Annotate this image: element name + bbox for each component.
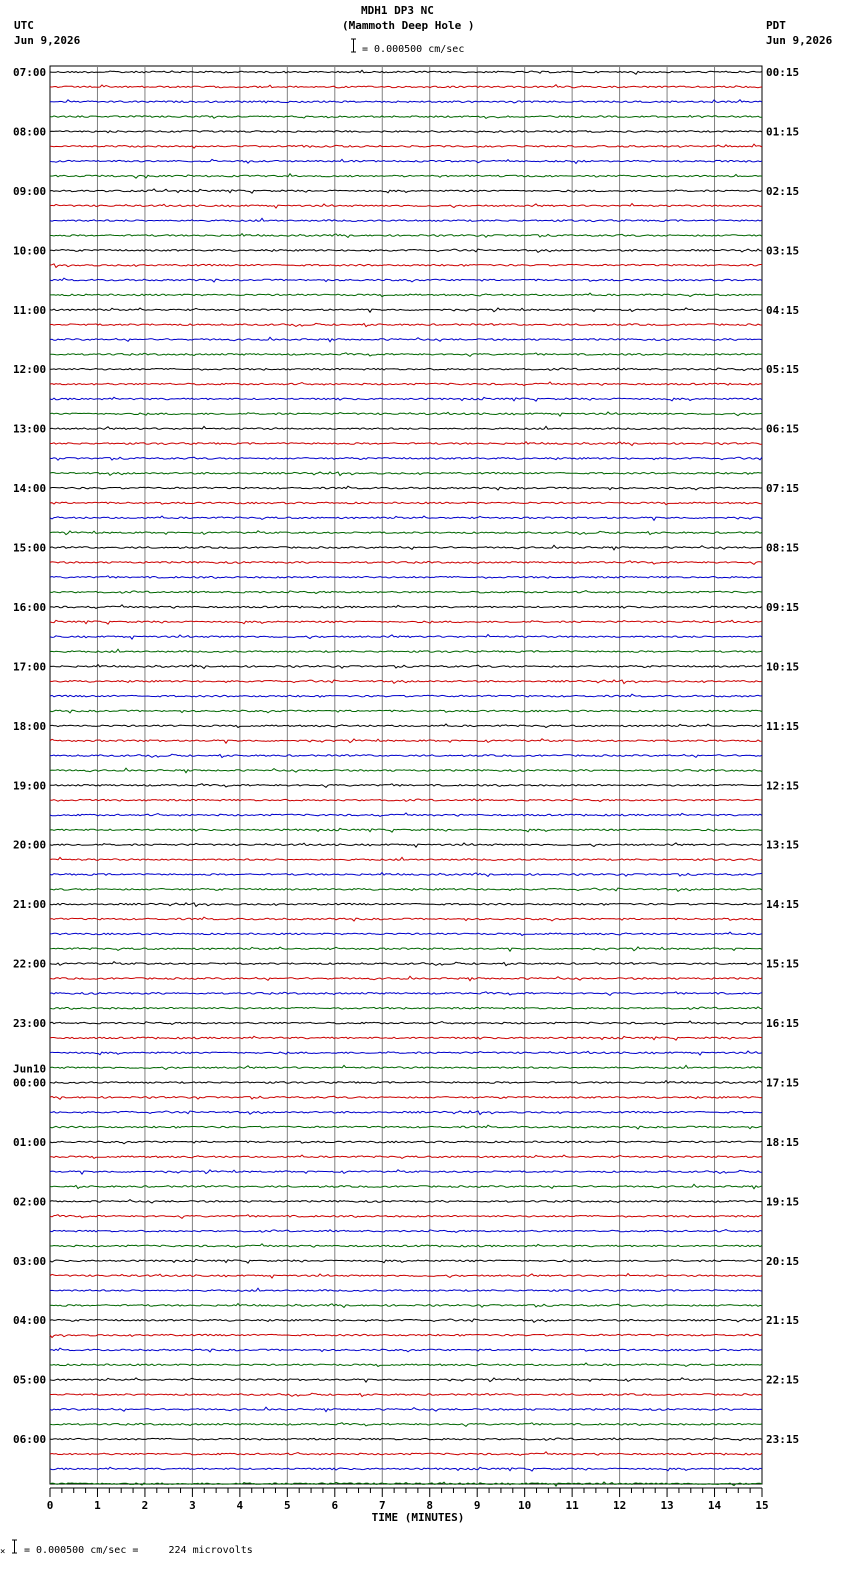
seismic-trace (50, 665, 762, 669)
seismic-trace (50, 472, 762, 476)
seismic-trace (50, 1467, 762, 1471)
utc-hour-label: 19:00 (13, 779, 47, 793)
pdt-hour-label: 07:15 (766, 482, 800, 496)
pdt-hour-label: 17:15 (766, 1076, 800, 1090)
pdt-hour-labels (766, 66, 799, 1446)
time-axis (47, 1488, 769, 1524)
seismic-trace (50, 813, 762, 817)
seismic-trace (50, 174, 762, 179)
seismic-trace (50, 100, 762, 103)
pdt-hour-label: 10:15 (766, 660, 800, 674)
seismic-trace (50, 293, 762, 297)
x-tick-label: 8 (426, 1499, 434, 1512)
seismic-trace (50, 234, 762, 238)
pdt-hour-label: 03:15 (766, 244, 800, 258)
seismic-trace (50, 724, 762, 728)
seismic-trace (50, 873, 762, 877)
seismic-trace (50, 159, 762, 163)
seismic-trace (50, 218, 762, 221)
seismic-trace (50, 576, 762, 579)
scale-label: = 0.000500 cm/sec (362, 44, 465, 55)
seismic-trace (50, 768, 762, 773)
x-tick-label: 10 (518, 1499, 532, 1512)
seismic-trace (50, 1348, 762, 1352)
seismic-trace (50, 1215, 762, 1219)
seismic-trace (50, 353, 762, 357)
x-tick-label: 3 (189, 1499, 196, 1512)
pdt-hour-label: 20:15 (766, 1254, 800, 1268)
seismic-trace (50, 799, 762, 802)
utc-hour-label: 23:00 (13, 1017, 47, 1031)
seismic-trace (50, 917, 762, 921)
seismic-trace (50, 1452, 762, 1456)
utc-hour-label: 18:00 (13, 719, 47, 733)
seismic-trace (50, 131, 762, 133)
seismic-trace (50, 1274, 762, 1279)
seismic-trace (50, 1184, 762, 1188)
seismic-trace (50, 888, 762, 891)
seismic-trace (50, 115, 762, 118)
right-timezone: PDT (766, 19, 786, 32)
x-tick-label: 14 (707, 1499, 722, 1512)
seismic-trace (50, 70, 762, 74)
seismic-trace (50, 516, 762, 520)
seismic-trace (50, 857, 762, 860)
utc-hour-label: 04:00 (13, 1314, 47, 1328)
seismic-trace (50, 1363, 762, 1367)
seismic-trace (50, 1081, 762, 1084)
left-timezone: UTC (14, 19, 34, 32)
seismic-trace (50, 264, 762, 268)
utc-hour-label: 03:00 (13, 1254, 47, 1268)
x-tick-label: 15 (755, 1499, 769, 1512)
seismic-trace (50, 85, 762, 88)
seismic-trace (50, 278, 762, 282)
station-title: MDH1 DP3 NC (361, 4, 434, 17)
x-tick-label: 2 (141, 1499, 149, 1512)
seismic-trace (50, 1007, 762, 1009)
right-date: Jun 9,2026 (766, 34, 833, 47)
seismic-trace (50, 1423, 762, 1427)
seismic-trace (50, 976, 762, 980)
seismic-trace (50, 502, 762, 505)
pdt-hour-label: 05:15 (766, 363, 800, 377)
pdt-hour-label: 22:15 (766, 1373, 800, 1387)
seismic-trace (50, 1155, 762, 1158)
x-tick-label: 5 (284, 1499, 291, 1512)
utc-hour-label: 08:00 (13, 125, 47, 139)
seismic-traces (50, 70, 762, 1486)
pdt-hour-label: 09:15 (766, 600, 800, 614)
pdt-hour-label: 13:15 (766, 838, 800, 852)
seismic-trace (50, 1065, 762, 1069)
seismic-trace (50, 1096, 762, 1099)
pdt-hour-label: 19:15 (766, 1195, 800, 1209)
seismic-trace (50, 680, 762, 684)
left-date: Jun 9,2026 (14, 34, 81, 47)
site-name: (Mammoth Deep Hole ) (342, 19, 475, 32)
seismic-trace (50, 308, 762, 312)
seismic-trace (50, 486, 762, 490)
seismic-trace (50, 412, 762, 416)
seismic-trace (50, 843, 762, 847)
footer-scale-text: = 0.000500 cm/sec = 224 microvolts (24, 1545, 253, 1556)
seismic-trace (50, 545, 762, 550)
seismic-trace (50, 189, 762, 193)
pdt-hour-label: 21:15 (766, 1314, 800, 1328)
seismic-trace (50, 620, 762, 624)
pdt-hour-label: 14:15 (766, 898, 800, 912)
utc-hour-label: 02:00 (13, 1195, 47, 1209)
seismic-trace (50, 337, 762, 341)
seismic-trace (50, 591, 762, 594)
seismic-trace (50, 426, 762, 429)
seismic-trace (50, 1141, 762, 1144)
seismic-trace (50, 1036, 762, 1040)
seismic-trace (50, 932, 762, 935)
seismic-trace (50, 1407, 762, 1411)
utc-hour-label: 12:00 (13, 363, 47, 377)
seismic-trace (50, 144, 762, 148)
seismic-trace (50, 605, 762, 609)
seismic-trace (50, 561, 762, 565)
utc-hour-label: 05:00 (13, 1373, 47, 1387)
seismic-trace (50, 1200, 762, 1203)
seismic-trace (50, 1378, 762, 1382)
pdt-hour-label: 02:15 (766, 184, 800, 198)
seismic-trace (50, 992, 762, 996)
utc-hour-label: 20:00 (13, 838, 47, 852)
seismic-trace (50, 1170, 762, 1174)
pdt-hour-label: 06:15 (766, 422, 800, 436)
seismic-trace (50, 442, 762, 446)
x-tick-label: 6 (331, 1499, 339, 1512)
pdt-hour-label: 00:15 (766, 66, 800, 79)
seismic-trace (50, 784, 762, 788)
seismic-trace (50, 739, 762, 743)
x-tick-label: 4 (236, 1499, 244, 1512)
utc-hour-label: 07:00 (13, 66, 47, 79)
utc-hour-label: 00:00 (13, 1076, 47, 1090)
seismic-trace (50, 323, 762, 326)
utc-hour-label: 14:00 (13, 482, 47, 496)
seismic-trace (50, 1021, 762, 1025)
x-tick-label: 7 (378, 1499, 386, 1512)
utc-hour-label: 13:00 (13, 422, 47, 436)
footer-scale-bar-icon (11, 1539, 18, 1554)
seismic-trace (50, 649, 762, 652)
time-gridlines (50, 66, 762, 1484)
seismic-trace (50, 635, 762, 640)
seismic-trace (50, 1230, 762, 1233)
utc-hour-label: 15:00 (13, 541, 47, 555)
seismic-trace (50, 204, 762, 209)
seismic-trace (50, 903, 762, 907)
utc-hour-label: 10:00 (13, 244, 47, 258)
seismic-trace (50, 382, 762, 386)
pdt-hour-label: 18:15 (766, 1135, 800, 1149)
utc-hour-labels (13, 66, 46, 1446)
pdt-hour-label: 11:15 (766, 719, 800, 733)
pdt-hour-label: 16:15 (766, 1017, 800, 1031)
seismic-trace (50, 1111, 762, 1115)
plot-frame (50, 66, 762, 1484)
x-tick-label: 1 (94, 1499, 101, 1512)
seismic-trace (50, 1319, 762, 1322)
pdt-hour-label: 15:15 (766, 957, 800, 971)
seismic-trace (50, 249, 762, 252)
seismic-trace (50, 1334, 762, 1337)
utc-hour-label: 21:00 (13, 898, 47, 912)
x-axis-title: TIME (MINUTES) (371, 1511, 465, 1524)
utc-hour-label: 22:00 (13, 957, 47, 971)
seismic-trace (50, 947, 762, 951)
x-tick-label: 9 (473, 1499, 481, 1512)
seismic-trace (50, 754, 762, 757)
utc-hour-label: 09:00 (13, 184, 47, 198)
pdt-hour-label: 12:15 (766, 779, 800, 793)
x-tick-label: 13 (660, 1499, 674, 1512)
seismic-trace (50, 531, 762, 535)
utc-hour-label: 11:00 (13, 303, 47, 317)
seismic-trace (50, 1051, 762, 1055)
pdt-hour-label: 04:15 (766, 303, 800, 317)
seismic-trace (50, 694, 762, 697)
seismic-trace (50, 1438, 762, 1441)
seismic-trace (50, 1244, 762, 1248)
seismic-trace (50, 710, 762, 713)
seismic-trace (50, 1393, 762, 1396)
x-tick-label: 12 (612, 1499, 627, 1512)
x-tick-label: 11 (565, 1499, 579, 1512)
seismic-trace (50, 397, 762, 401)
pdt-hour-label: 08:15 (766, 541, 800, 555)
seismic-trace (50, 1304, 762, 1308)
pdt-hour-label: 23:15 (766, 1433, 800, 1447)
seismic-trace (50, 1259, 762, 1263)
seismic-trace (50, 457, 762, 460)
utc-hour-label: 06:00 (13, 1433, 47, 1447)
pdt-hour-label: 01:15 (766, 125, 800, 139)
footer-marker: × (0, 1547, 6, 1557)
utc-hour-label: 01:00 (13, 1135, 47, 1149)
x-tick-label: 0 (46, 1499, 54, 1512)
utc-hour-label: 16:00 (13, 600, 47, 614)
utc-hour-label: 17:00 (13, 660, 47, 674)
seismic-trace (50, 368, 762, 371)
seismic-trace (50, 1288, 762, 1291)
utc-date-label: Jun10 (13, 1062, 47, 1076)
seismic-trace (50, 1125, 762, 1129)
seismic-trace (50, 962, 762, 966)
seismic-trace (50, 828, 762, 832)
